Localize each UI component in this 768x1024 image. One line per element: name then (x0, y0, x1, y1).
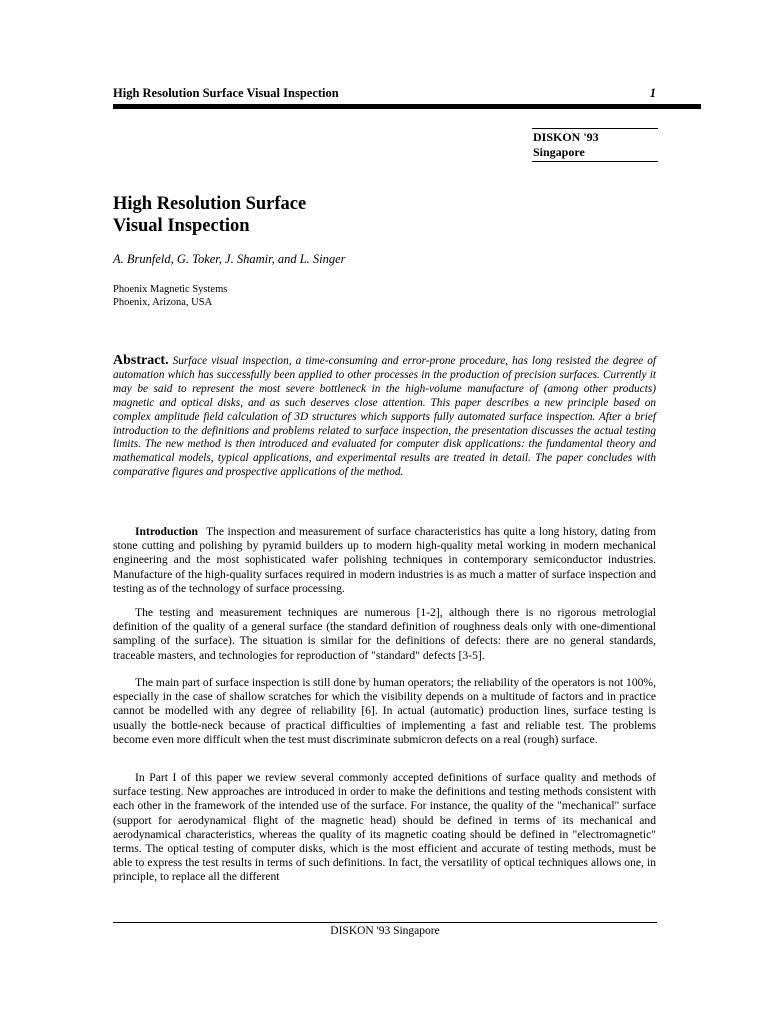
paper-title-line-1: High Resolution Surface (113, 194, 307, 214)
abstract-label: Abstract. (113, 353, 169, 368)
affiliation-location: Phoenix, Arizona, USA (113, 297, 213, 308)
paragraph-4 (113, 771, 656, 885)
paper-title (113, 193, 533, 237)
conference-name: DISKON '93 (533, 130, 599, 144)
footer-text: DISKON '93 Singapore (330, 925, 440, 937)
paragraph-2-text: The testing and measurement techniques are numerous [1-2], although there is no rigorous metrologial definition of the quality of a general surface (the standard definition of roughness deals only with one-dimentional sampling of the surface). The situation is similar for the definitions of defects: there are no general standards, traceable masters, and technologies for reproduction of "standard" defects [3-5]. (113, 606, 656, 662)
paragraph-1-text: The inspection and measurement of surface characteristics has quite a long history, dating from stone cutting and polishing by pyramid builders up to modern high-quality metal working in modern mechanical engineering and the most sophisticated wafer polishing techniques in contemporary semiconductor industries. Manufacture of the high-quality surfaces required in modern industries is as much a matter of surface inspection and testing as of the technology of surface processing. (113, 525, 656, 595)
paragraph-2 (113, 606, 656, 663)
abstract-text: Surface visual inspection, a time-consuming and error-prone procedure, has long resisted the degree of automation which has successfully been applied to other processes in the production of precision surfaces. Currently it may be said to represent the most severe bottleneck in the high-volume manufacture of (among other products) magnetic and optical disks, and as such deserves close attention. This paper describes a new principle based on complex amplitude field calculation of 3D structures which supports fully automated surface inspection. After a brief introduction to the definitions and problems related to surface inspection, the presentation discusses the actual testing limits. The new method is then introduced and evaluated for computer disk applications: the fundamental theory and mathematical models, typical applications, and experimental results are treated in detail. The paper concludes with comparative figures and prospective applications of the method. (113, 355, 656, 479)
page-number: 1 (649, 86, 656, 100)
footer-rule (113, 922, 657, 923)
conference-location: Singapore (533, 145, 585, 159)
authors: A. Brunfeld, G. Toker, J. Shamir, and L. Singer (113, 252, 346, 266)
header-rule (113, 104, 701, 109)
abstract (113, 354, 656, 480)
paragraph-4-text: In Part I of this paper we review several commonly accepted definitions of surface quality and methods of surface testing. New approaches are introduced in order to make the definitions and testing methods consistent with each other in the framework of the intended use of the surface. For instance, the quality of the "mechanical" surface (support for aerodynamical flight of the magnetic head) should be defined in terms of its mechanical and aerodynamical characteristics, whereas the quality of its magnetic coating should be defined in "electromagnetic" terms. The optical testing of computer disks, which is the most efficient and accurate of testing methods, must be able to express the test results in terms of such definitions. In fact, the versatility of optical techniques allows one, in principle, to replace all the different (113, 771, 656, 884)
paragraph-3 (113, 676, 656, 747)
affiliation (113, 283, 227, 309)
running-title: High Resolution Surface Visual Inspection (113, 86, 339, 100)
paragraph-introduction (113, 525, 656, 596)
introduction-heading: Introduction (135, 525, 198, 538)
paper-title-line-2: Visual Inspection (113, 216, 250, 236)
paragraph-3-text: The main part of surface inspection is still done by human operators; the reliability of the operators is not 100%, especially in the case of shallow scratches for which the visibility depends on a multitude of factors and in practice cannot be modelled with any degree of reliability [6]. In actual (automatic) production lines, surface testing is usually the bottle-neck because of practical difficulties of implementing a fast and reliable test. The problems become even more difficult when the test must discriminate submicron defects on a real (rough) surface. (113, 676, 656, 746)
conference-box (532, 128, 658, 162)
affiliation-org: Phoenix Magnetic Systems (113, 284, 228, 295)
